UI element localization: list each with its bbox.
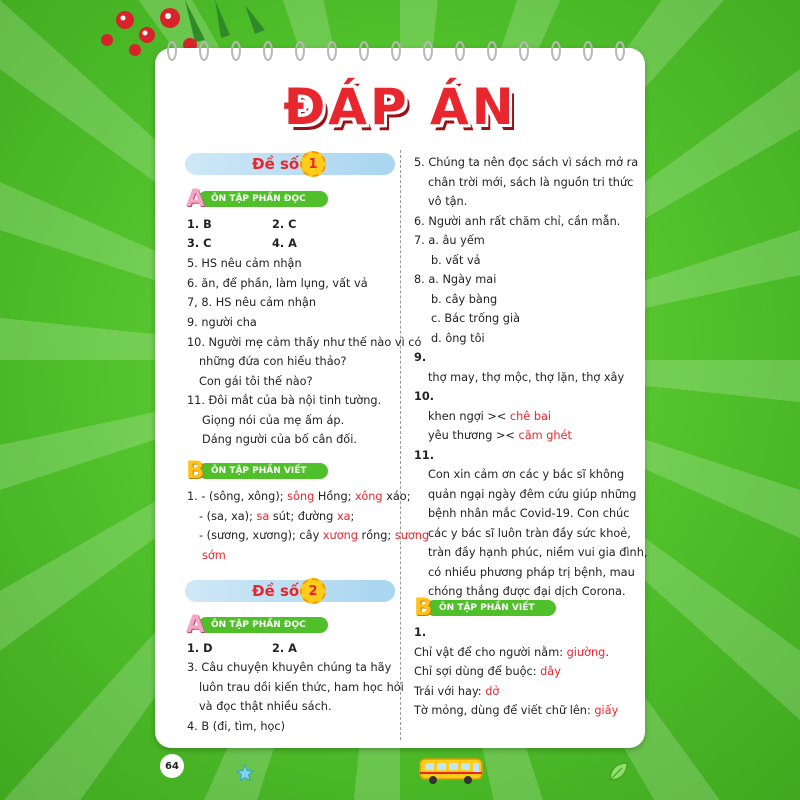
title-wrapper <box>0 78 800 148</box>
de1-label: Đề số <box>252 155 300 173</box>
de2-a11-line6: có nhiều phương pháp trị bệnh, mau <box>428 566 635 579</box>
de2-number-badge: 2 <box>300 578 326 604</box>
de1-b1-line3: - (sương, xương); cây xương rồng; sương <box>199 529 430 542</box>
de2-reading-label: ÔN TẬP PHẦN ĐỌC <box>211 620 306 630</box>
de2-a9-label: 9. <box>414 351 427 364</box>
de1-writing-label: ÔN TẬP PHẦN VIẾT <box>211 466 307 476</box>
de1-reading-label: ÔN TẬP PHẦN ĐỌC <box>211 194 306 204</box>
de1-b1-line4: sớm <box>202 549 226 562</box>
de1-a2: 2. C <box>272 218 297 231</box>
de1-a10-line2: những đứa con hiếu thảo? <box>199 355 347 368</box>
de1-b1-line1: 1. - (sông, xông); sông Hồng; xông xáo; <box>187 490 411 503</box>
de2-a4: 4. B (đi, tìm, học) <box>187 720 286 733</box>
de2-a11-line2: quản ngại ngày đêm cứu giúp những <box>428 488 637 501</box>
de1-a6: 6. ăn, để phần, làm lụng, vất vả <box>187 277 368 290</box>
de2-a3-line1: 3. Câu chuyện khuyên chúng ta hãy <box>187 661 392 674</box>
de2-a10-line2: yêu thương >< căm ghét <box>428 429 572 442</box>
de2-a10-line1: khen ngợi >< chê bai <box>428 410 552 423</box>
de2-a8c: c. Bác trống già <box>431 312 521 325</box>
de2-a11-line4: các y bác sĩ luôn tràn đầy sức khoẻ, <box>428 527 631 540</box>
school-bus-icon <box>418 756 484 786</box>
de2-a9-answer: thợ may, thợ mộc, thợ lặn, thợ xây <box>428 371 625 384</box>
page-title: ĐÁP ÁN <box>283 78 517 136</box>
de2-a11-line3: bệnh nhân mắc Covid-19. Con chúc <box>428 507 630 520</box>
column-divider <box>400 150 401 740</box>
de1-a10-line3: Con gái tôi thế nào? <box>199 375 313 388</box>
de1-b1-line2: - (sa, xa); sa sút; đường xa; <box>199 510 355 523</box>
section-b-letter-icon: B <box>414 593 433 621</box>
de2-a2: 2. A <box>272 642 297 655</box>
de2-a11-line1: Con xin cảm ơn các y bác sĩ không <box>428 468 625 481</box>
page-number: 64 <box>160 754 184 778</box>
section-b-letter-icon: B <box>186 456 205 484</box>
de1-a11-line3: Dáng người của bố cân đối. <box>202 433 357 446</box>
de2-b-line3: Trái với hay: dở <box>414 685 500 698</box>
de2-a11-line5: tràn đầy hạnh phúc, niềm vui gia đình, <box>428 546 648 559</box>
de1-a11-line2: Giọng nói của mẹ ấm áp. <box>202 414 345 427</box>
de2-a8a: 8. a. Ngày mai <box>414 273 497 286</box>
de1-a4: 4. A <box>272 237 297 250</box>
de1-a9: 9. người cha <box>187 316 257 329</box>
de1-a11-line1: 11. Đôi mắt của bà nội tinh tường. <box>187 394 382 407</box>
de2-a5-line3: vô tận. <box>428 195 468 208</box>
de2-b-line4: Tờ mỏng, dùng để viết chữ lên: giấy <box>414 704 619 717</box>
de2-label: Đề số <box>252 582 300 600</box>
de2-a3-line2: luôn trau dồi kiến thức, ham học hỏi <box>199 681 404 694</box>
leaf-icon <box>606 760 630 784</box>
star-icon <box>236 764 254 782</box>
de2-a3-line3: và đọc thật nhiều sách. <box>199 700 332 713</box>
de2-a1: 1. D <box>187 642 213 655</box>
de2-b-line2: Chỉ sợi dùng để buộc: dây <box>414 665 561 678</box>
de2-a7a: 7. a. âu yếm <box>414 234 485 247</box>
spiral-binding <box>160 40 640 62</box>
de2-a11-line7: chóng thắng được đại dịch Corona. <box>428 585 626 598</box>
de1-a78: 7, 8. HS nêu cảm nhận <box>187 296 316 309</box>
de1-a3: 3. C <box>187 237 212 250</box>
de1-number-badge: 1 <box>300 151 326 177</box>
de2-a8b: b. cây bàng <box>431 293 498 306</box>
de2-a10-label: 10. <box>414 390 435 403</box>
de2-a8d: d. ông tôi <box>431 332 485 345</box>
de2-a7b: b. vất vả <box>431 254 481 267</box>
de2-b1-label: 1. <box>414 626 427 639</box>
de1-a10-line1: 10. Người mẹ cảm thấy như thế nào vì có <box>187 336 422 349</box>
de2-b-line1: Chỉ vật để cho người nằm: giường. <box>414 646 609 659</box>
section-a-letter-icon: A <box>186 610 205 638</box>
de1-a1: 1. B <box>187 218 212 231</box>
de2-a5-line2: chân trời mới, sách là nguồn tri thức <box>428 176 634 189</box>
section-a-letter-icon: A <box>186 184 205 212</box>
de2-a11-label: 11. <box>414 449 435 462</box>
de2-writing-label: ÔN TẬP PHẦN VIẾT <box>439 603 535 613</box>
de1-a5: 5. HS nêu cảm nhận <box>187 257 302 270</box>
de2-a5-line1: 5. Chúng ta nên đọc sách vì sách mở ra <box>414 156 639 169</box>
de2-a6: 6. Người anh rất chăm chỉ, cần mẫn. <box>414 215 621 228</box>
